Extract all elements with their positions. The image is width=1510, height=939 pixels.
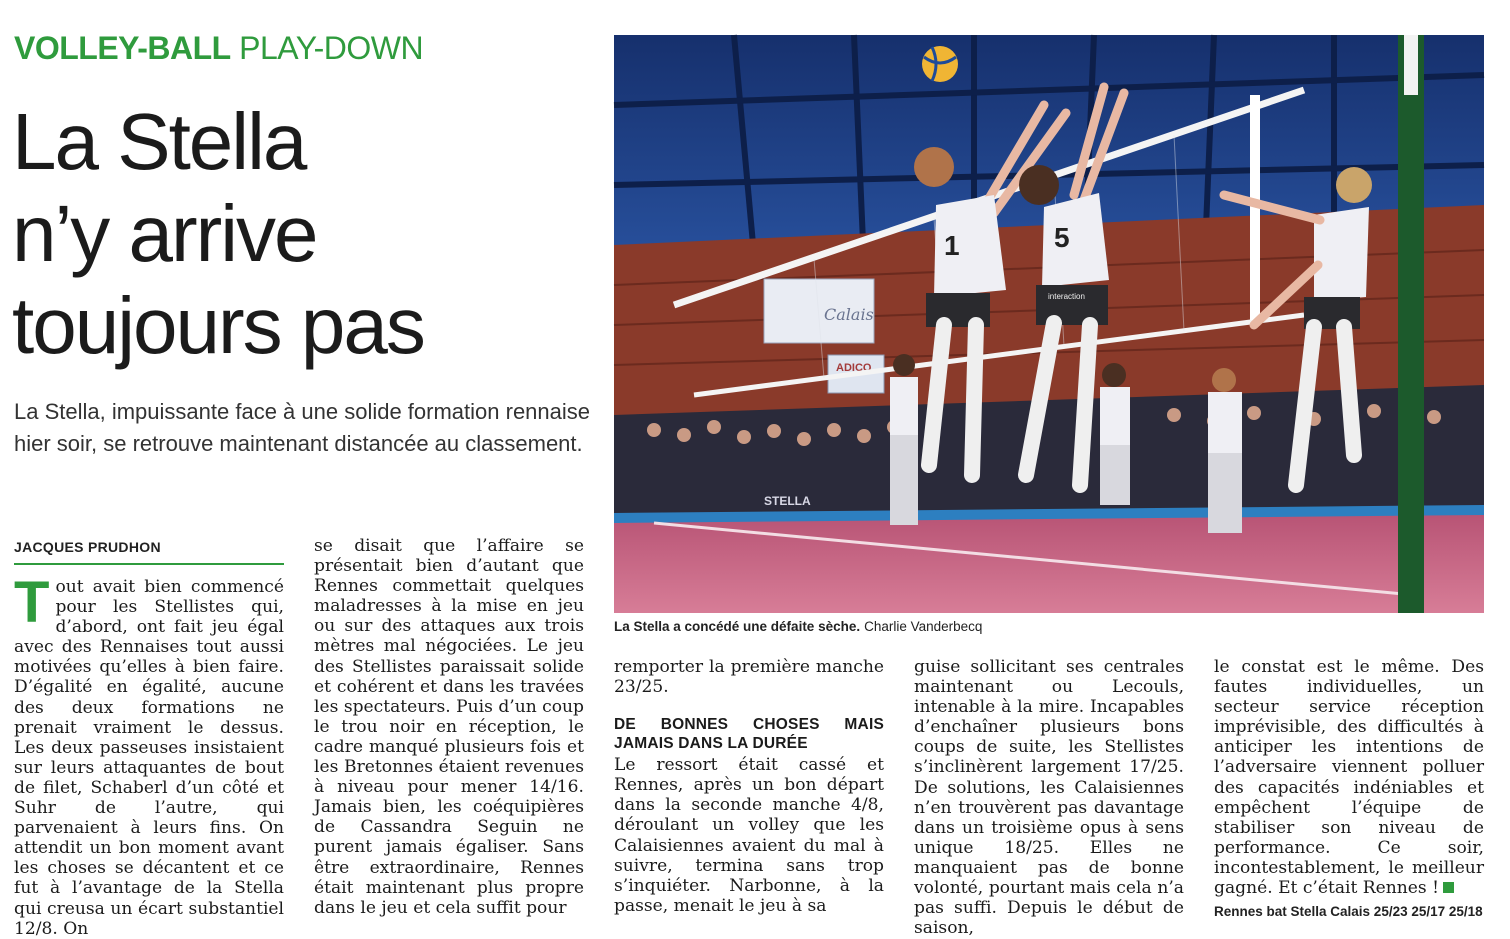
board-text: ADICO bbox=[836, 362, 872, 374]
column-2-text: se disait que l’affaire se présentait bien d’autant que Rennes commettait quelques maladresses à la mise en jeu ou sur des attaques aux trois mètres mal négociées. Le jeu des Stellistes paraissait solide et cohérent et dans les travées les spectateurs. Puis d’un coup le trou noir en réception, le cadre manqué plusieurs fois et les Bretonnes étaient revenues à niveau pour mener 14/16. Jamais bien, les coéquipières de Cassandra Seguin ne purent jamais égaliser. Sans être extraordinaire, Rennes était maintenant plus propre dans le jeu et cela suffit pour bbox=[314, 536, 584, 918]
headline-line-2: n’y arrive bbox=[12, 189, 317, 278]
jersey-number-right: 5 bbox=[1054, 222, 1070, 253]
kicker-section: PLAY-DOWN bbox=[239, 30, 424, 66]
caption-text: La Stella a concédé une défaite sèche. bbox=[614, 619, 861, 634]
headline-line-1: La Stella bbox=[12, 97, 306, 186]
column-3-text-a: remporter la première manche 23/25. bbox=[614, 657, 884, 698]
court-floor bbox=[614, 515, 1484, 613]
article-column-4 bbox=[914, 657, 1184, 938]
column-5-text: le constat est le même. Des fautes individuelles, un secteur service réception imprévisible, des difficultés à anticiper les intentions de l’adversaire viennent polluer des capacités indéniables et empêchent l’équipe de stabiliser son niveau de performance. Ce soir, incontestablement, le meilleur gagné. Et c’était Rennes ! bbox=[1214, 657, 1484, 899]
shorts-sponsor-text: interaction bbox=[1048, 292, 1085, 301]
kicker-sport: VOLLEY-BALL bbox=[14, 30, 231, 66]
photo-caption bbox=[614, 619, 1484, 634]
banner-text: Calais bbox=[824, 305, 874, 324]
drop-cap: T bbox=[14, 570, 50, 635]
score-line: Rennes bat Stella Calais 25/23 25/17 25/18 bbox=[1214, 904, 1483, 920]
end-mark-icon bbox=[1443, 882, 1454, 893]
byline: JACQUES PRUDHON bbox=[14, 539, 161, 555]
subheading: DE BONNES CHOSES MAIS JAMAIS DANS LA DURÉE bbox=[614, 716, 884, 753]
byline-rule bbox=[14, 563, 284, 565]
post-cap bbox=[1404, 35, 1418, 95]
article-column-1 bbox=[14, 570, 284, 939]
photo-credit: Charlie Vanderbecq bbox=[864, 619, 983, 634]
floor-banner-text: STELLA bbox=[764, 494, 811, 508]
lede: La Stella, impuissante face à une solide formation rennaise hier soir, se retrouve maintenant distancée au classement. bbox=[14, 399, 591, 456]
headline bbox=[12, 96, 424, 372]
headline-line-3: toujours pas bbox=[12, 281, 424, 370]
column-3-text-b: Le ressort était cassé et Rennes, après un bon départ dans la seconde manche 4/8, déroulant un volley que les Calaisiennes avaient du mal à suivre, termina sans trop s’inquiéter. Narbonne, à la passe, menait le jeu à sa bbox=[614, 755, 884, 916]
volleyball-scene bbox=[614, 35, 1484, 613]
column-1-text: out avait bien commencé pour les Stellistes qui, d’abord, ont fait jeu égal avec des Rennaises tout aussi motivées qu’elles à bien faire. D’égalité en égalité, aucune des deux formations ne prenait vraiment le dessus. Les deux passeuses insistaient sur leurs attaquantes de bout de filet, Schaberl d’un côté et Suhr de l’autre, qui parvenaient à leurs fins. On attendit un bon moment avant les choses se décantent et ce fut à l’avantage de la Stella qui creusa un écart substantiel 12/8. On bbox=[14, 577, 284, 939]
article-column-2 bbox=[314, 536, 584, 918]
article-photo bbox=[614, 35, 1484, 613]
section-kicker bbox=[14, 30, 423, 67]
jersey-number-left: 1 bbox=[944, 230, 960, 261]
column-4-text: guise sollicitant ses centrales maintenant ou Lecouls, intenable à la mire. Incapables d’enchaîner plusieurs bons coups de suite, les Stellistes s’inclinèrent largement 17/25. De solutions, les Calaisiennes n’en trouvèrent pas davantage dans un troisième opus à sens unique 18/25. Elles ne manquaient pas de bonne volonté, pourtant mais cela n’a pas suffi. Depuis le début de saison, bbox=[914, 657, 1184, 939]
article-column-3 bbox=[614, 657, 884, 916]
net-post bbox=[1398, 35, 1424, 613]
article-column-5 bbox=[1214, 657, 1484, 922]
